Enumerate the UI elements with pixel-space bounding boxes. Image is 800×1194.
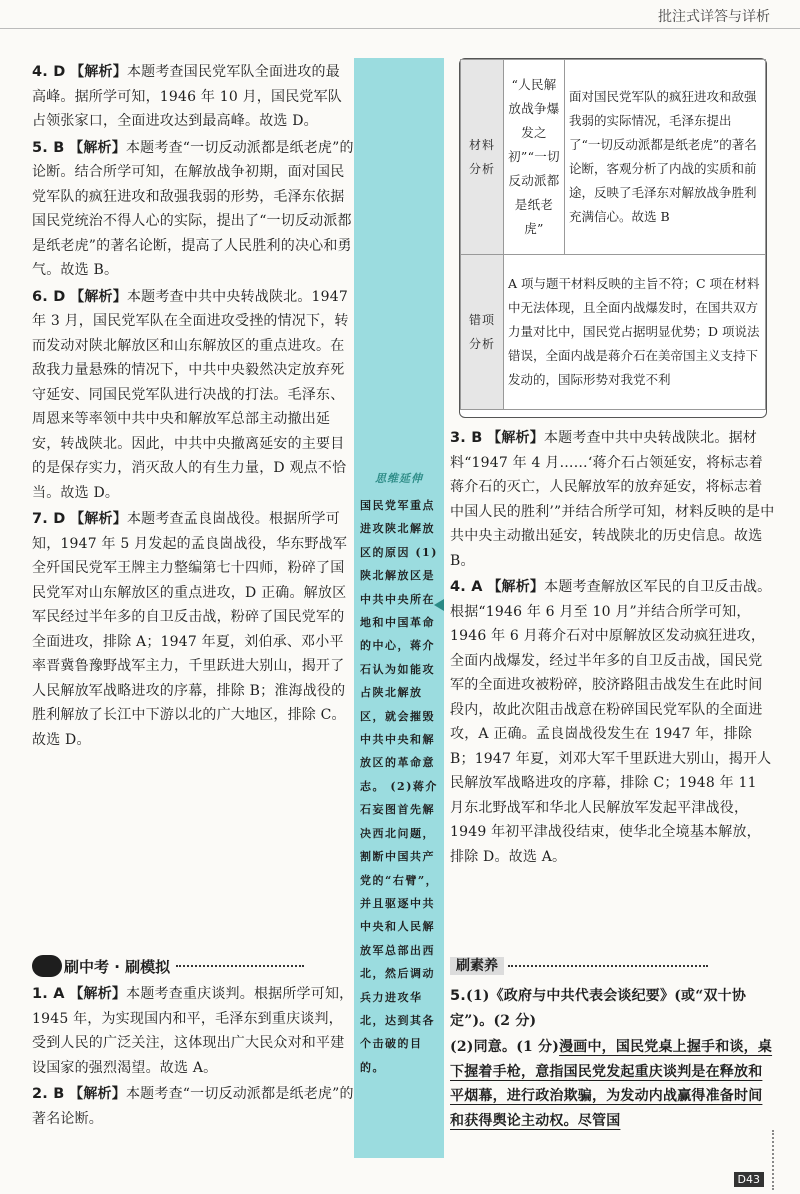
running-header: 批注式详答与详析: [658, 9, 770, 25]
answer-item: 2. B 【解析】本题考查“一切反动派都是纸老虎”的著名论断。: [32, 1086, 354, 1127]
answer-item: 7. D 【解析】本题考查孟良崮战役。根据所学可知，1947 年 5 月发起的孟良崮战役，华东野战军全歼国民党军王牌主力整编第七十四师，粉碎了国民党军对山东解放区的重点进攻，D 正确。解放区军民经过半年多的自卫反击战，粉碎了国民党军的全面进攻，排除 A；1947 年夏，刘伯承、邓小平率晋冀鲁豫野战军主力，千里跃进大别山，揭开了人民解放军战略进攻的序幕，排除 B；淮海战役的胜利解放了长江中下游以北的广大地区，排除 C。故选 D。: [32, 511, 348, 748]
answer-item: 5. B 【解析】本题考查“一切反动派都是纸老虎”的论断。结合所学可知，在解放战争初期，面对国民党军队的疯狂进攻和敌强我弱的形势，毛泽东依据国民党统治不得人心的实际，提出了“一切反动派都是纸老虎”的著名论断，提高了人民胜利的决心和勇气。故选 B。: [32, 139, 354, 278]
analysis-table: [459, 58, 767, 418]
question-5: [450, 984, 775, 1135]
mock-answers: [32, 982, 354, 1133]
dotted-rule: [508, 965, 708, 967]
section-icon: [32, 955, 62, 977]
pointer-arrow-icon: [434, 599, 444, 611]
sidebar-label: 思维延伸: [375, 472, 423, 485]
row-text: 面对国民党军队的疯狂进攻和敌强我弱的实际情况，毛泽东提出了“一切反动派都是纸老虎”的著名论断，客观分析了内战的实质和前途，反映了毛泽东对解放战争胜利充满信心。故选 B: [565, 60, 766, 255]
dotted-rule: [176, 965, 304, 967]
answer-line: (2)同意。(1 分)漫画中，国民党桌上握手和谈，桌下握着手枪，意指国民党发起重庆谈判是在释放和平烟幕，进行政治欺骗，为发动内战赢得准备时间和获得舆论主动权。尽管国: [450, 1039, 773, 1129]
row-header: 材料分析: [461, 60, 504, 255]
analysis-grid: [460, 59, 766, 410]
table-row: [461, 60, 766, 255]
section-heading-mock: 刷中考 · 刷模拟: [32, 955, 352, 979]
answer-line: 5.(1)《政府与中共代表会谈纪要》(或“双十协定”)。(2 分): [450, 988, 747, 1029]
sidebar-text: 国民党军重点进攻陕北解放区的原因 (1)陕北解放区是中共中央所在地和中国革命的中心，蒋介石认为如能攻占陕北解放区，就会摧毁中共中央和解放区的革命意志。 (2)蒋介石妄图首先解决西北问题，割断中国共产党的“右臂”，并且驱逐中共中央和人民解放军总部出西北，然后调动兵力进攻华北，达到其各个击破的目的。: [360, 499, 439, 1074]
answer-item: 1. A 【解析】本题考查重庆谈判。根据所学可知，1945 年，为实现国内和平，毛泽东到重庆谈判，受到人民的广泛关注，这体现出广大民众对和平建设国家的强烈渴望。故选 A。: [32, 986, 354, 1076]
answer-item: 4. D 【解析】本题考查国民党军队全面进攻的最高峰。据所学可知，1946 年 10 月，国民党军队占领张家口，全面进攻达到最高峰。故选 D。: [32, 64, 342, 129]
right-column: [450, 426, 775, 871]
page-number: D43: [734, 1172, 764, 1187]
quoted-material: “人民解放战争爆发之初”“一切反动派都是纸老虎”: [504, 60, 565, 255]
table-row: [461, 255, 766, 410]
edge-dots: [772, 1130, 794, 1190]
answer-item: 3. B 【解析】本题考查中共中央转战陕北。据材料“1947 年 4 月……‘蒋介石占领延安，将标志着蒋介石的灭亡，人民解放军的放弃延安，将标志着中国人民的胜利’”并结合所学可知，材料反映的是中共中央主动撤出延安，转战陕北的历史信息。故选 B。: [450, 430, 775, 569]
answer-item: 4. A 【解析】本题考查解放区军民的自卫反击战。根据“1946 年 6 月至 10 月”并结合所学可知，1946 年 6 月蒋介石对中原解放区发动疯狂进攻，全面内战爆发，经过半年多的自卫反击战，国民党军的全面进攻被粉碎，胶济路阻击战发生在此时间段内，故此次阻击战意在粉碎国民党军队的全面进攻，A 正确。孟良崮战役发生在 1947 年，排除 B；1947 年夏，刘邓大军千里跃进大别山，揭开人民解放军战略进攻的序幕，排除 C；1948 年 11 月东北野战军和华北人民解放军发起平津战役，1949 年初平津战役结束，使华北全境基本解放，排除 D。故选 A。: [450, 579, 772, 865]
section-heading-literacy: 刷素养: [450, 955, 750, 977]
header-rule: [0, 28, 800, 29]
left-column: [32, 60, 354, 754]
thinking-extension-sidebar: [354, 58, 444, 1158]
row-header: 错项分析: [461, 255, 504, 410]
answer-item: 6. D 【解析】本题考查中共中央转战陕北。1947 年 3 月，国民党军队在全面进攻受挫的情况下，转而发动对陕北解放区和山东解放区的重点进攻。在敌我力量悬殊的情况下，中共中央毅然决定放弃死守延安、同国民党军队进行决战的打法。毛泽东、周恩来等率领中共中央和解放军总部主动撤出延安，转战陕北。因此，中共中央撤离延安的主要目的是保存实力，消灭敌人的有生力量，D 观点不恰当。故选 D。: [32, 288, 349, 501]
row-text: A 项与题干材料反映的主旨不符；C 项在材料中无法体现，且全面内战爆发时，在国共双方力量对比中，国民党占据明显优势；D 项说法错误，全面内战是蒋介石在美帝国主义支持下发动的，国际形势对我党不利: [504, 255, 766, 410]
